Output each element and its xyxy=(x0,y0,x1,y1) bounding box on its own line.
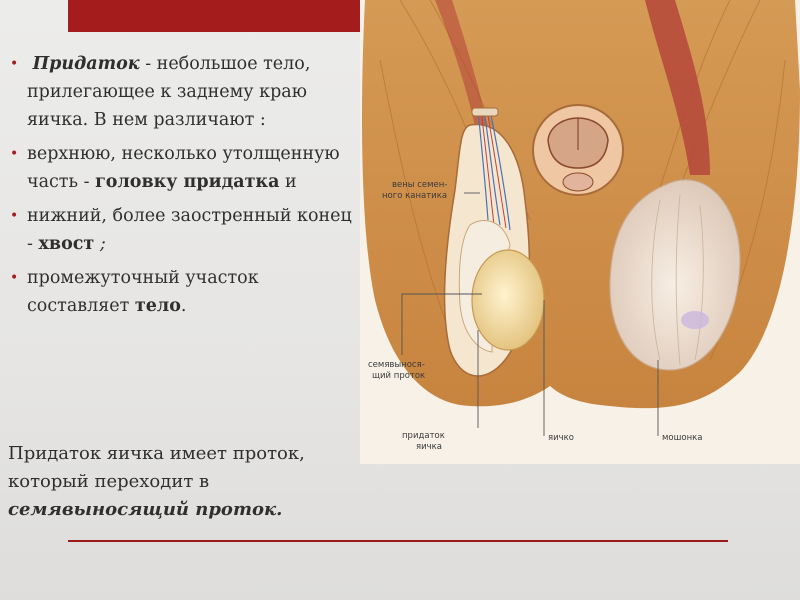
cord-cap xyxy=(472,108,498,116)
label-scrotum: мошонка xyxy=(662,433,703,443)
bullet-text: нижний, более заостренный конец - хвост ; xyxy=(27,206,352,254)
anatomy-illustration xyxy=(360,0,800,464)
anatomy-drawing xyxy=(360,0,800,464)
testis-left xyxy=(472,250,544,350)
bullet-icon: • xyxy=(10,146,19,162)
scrotum-shape xyxy=(362,0,800,408)
bullet-icon: • xyxy=(10,270,19,286)
bullet-text: верхнюю, несколько утолщенную часть - головку придатка и xyxy=(27,144,340,192)
bullet-list xyxy=(10,50,355,326)
bullet-icon: • xyxy=(10,208,19,224)
bullet-item xyxy=(10,202,355,258)
label-epididymis-line2: яичка xyxy=(416,442,443,452)
bullet-item xyxy=(10,264,355,320)
label-epididymis-line1: придаток xyxy=(402,431,445,441)
label-veins-line2: ного канатика xyxy=(382,191,448,201)
label-veins-line1: вены семен- xyxy=(392,180,448,190)
bullet-item xyxy=(10,140,355,196)
epididymis-tail-right xyxy=(681,311,709,329)
bullet-text: промежуточный участок составляет тело. xyxy=(27,268,259,316)
bullet-icon: • xyxy=(10,56,19,72)
title-accent-bar xyxy=(68,0,360,32)
summary-paragraph: Придаток яичка имеет проток, который переходит в семявыносящий проток. xyxy=(8,443,305,520)
bullet-text: Придаток - небольшое тело, прилегающее к заднему краю яичка. В нем различают : xyxy=(27,54,311,130)
corpus-spongiosum xyxy=(563,173,593,191)
label-vas-line1: семявынося- xyxy=(368,360,425,370)
bottom-divider xyxy=(68,540,728,542)
label-vas-line2: щий проток xyxy=(372,371,426,381)
bullet-item xyxy=(10,50,355,134)
label-testis: яичко xyxy=(548,433,574,443)
